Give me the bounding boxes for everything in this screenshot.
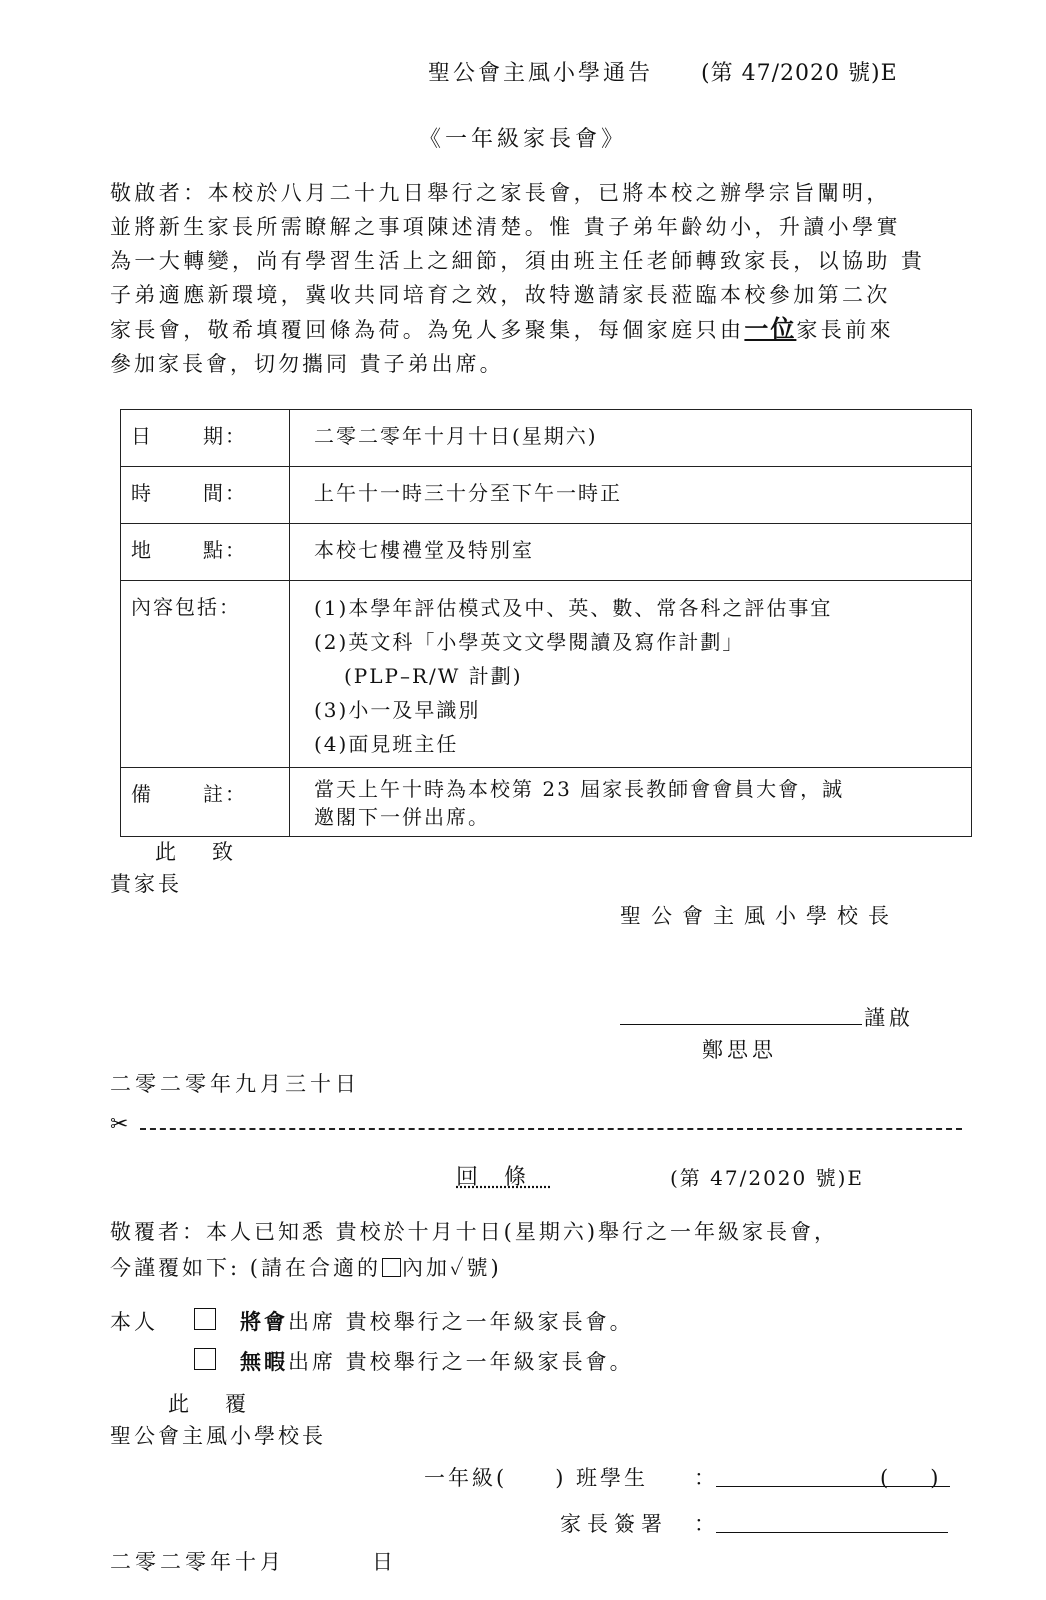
checkmark-icon: ✓: [449, 1256, 467, 1280]
time-value: 上午十一時三十分至下午一時正: [290, 467, 972, 524]
colon: ：: [694, 1466, 715, 1490]
meeting-details-table: [120, 409, 972, 837]
table-row: [121, 768, 972, 837]
content-item: (2)英文科「小學英文文學閱讀及寫作計劃」: [314, 630, 745, 654]
reply-closing: 此覆: [168, 1392, 282, 1416]
body-line5-before: 家長會，敬希填覆回條為荷。為免人多聚集，每個家庭只由: [110, 318, 745, 342]
dashed-divider: [140, 1128, 962, 1130]
date-label: 日 期：: [121, 410, 290, 467]
reply-ack-line: 敬覆者：本人已知悉 貴校於十月十日(星期六)舉行之一年級家長會，: [110, 1220, 839, 1244]
one-parent-emphasis: 一位: [744, 314, 797, 343]
body-line5-after: 家長前來: [796, 318, 895, 342]
respectfully-text: 謹啟: [864, 1006, 914, 1030]
body-line: 敬啟者：本校於八月二十九日舉行之家長會，已將本校之辦學宗旨闡明，: [110, 181, 891, 205]
closing-recipient: 貴家長: [110, 872, 182, 896]
table-row: [121, 524, 972, 581]
date-value: 二零二零年十月十日(星期六): [290, 410, 972, 467]
notice-date: 二零二零年九月三十日: [110, 1072, 360, 1096]
remarks-line: 邀閣下一併出席。: [314, 805, 490, 829]
notice-number: (第 47/2020 號)E: [701, 61, 898, 86]
venue-value: 本校七樓禮堂及特別室: [290, 524, 972, 581]
table-row: [121, 581, 972, 768]
reply-slip-title: 回條: [456, 1165, 553, 1190]
content-item: (1)本學年評估模式及中、英、數、常各科之評估事宜: [314, 596, 833, 620]
attend-checkbox[interactable]: [194, 1308, 216, 1330]
closing-salutation: 此致: [155, 840, 269, 864]
body-line: 子弟適應新環境，冀收共同培育之效，故特邀請家長蒞臨本校參加第二次: [110, 283, 891, 307]
student-number-field[interactable]: ( ): [880, 1466, 939, 1490]
attend-option: 將會出席 貴校舉行之一年級家長會。: [240, 1309, 634, 1334]
content-label: 內容包括：: [121, 581, 290, 768]
parent-signature-field[interactable]: [716, 1532, 948, 1533]
signature-line: [620, 1024, 862, 1025]
content-item: (PLP–R/W 計劃): [344, 664, 523, 688]
body-line: 並將新生家長所需瞭解之事項陳述清楚。惟 貴子弟年齡幼小，升讀小學實: [110, 215, 901, 239]
reply-self-label: 本人: [110, 1310, 158, 1334]
table-row: [121, 467, 972, 524]
cut-line: [110, 1116, 962, 1140]
body-line: [110, 312, 970, 347]
body-line: 為一大轉變，尚有學習生活上之細節，須由班主任老師轉致家長，以協助 貴: [110, 249, 926, 273]
remarks-label: 備 註：: [121, 768, 290, 837]
principal-title: 聖公會主風小學校長: [620, 904, 899, 928]
absent-option: 無暇出席 貴校舉行之一年級家長會。: [240, 1349, 634, 1374]
signer-name: 鄭思思: [702, 1038, 777, 1062]
absent-checkbox[interactable]: [194, 1348, 216, 1370]
content-item: (4)面見班主任: [314, 732, 459, 756]
page-title: 《一年級家長會》: [418, 127, 627, 152]
scissors-icon: ✂: [110, 1116, 129, 1137]
reply-instruction-line: 今謹覆如下: (請在合適的 內加✓號): [110, 1256, 502, 1280]
class-student-label: 一年級( ) 班學生: [424, 1466, 649, 1490]
reply-date: 二零二零年十月: [110, 1550, 285, 1574]
notice-body: [110, 176, 970, 381]
body-line: 參加家長會，切勿攜同 貴子弟出席。: [110, 352, 504, 376]
school-notice-title: 聖公會主風小學通告: [428, 61, 654, 86]
reply-recipient: 聖公會主風小學校長: [110, 1424, 326, 1448]
content-value: [290, 581, 972, 768]
remarks-line: 當天上午十時為本校第 23 屆家長教師會會員大會，誠: [314, 777, 845, 801]
notice-header: [428, 56, 898, 87]
colon: ：: [694, 1512, 715, 1536]
reply-notice-number: (第 47/2020 號)E: [670, 1166, 865, 1190]
reply-date-day: 日: [372, 1550, 393, 1574]
table-row: [121, 410, 972, 467]
time-label: 時 間：: [121, 467, 290, 524]
venue-label: 地 點：: [121, 524, 290, 581]
remarks-value: [290, 768, 972, 837]
content-item: (3)小一及早識別: [314, 698, 481, 722]
parent-signature-label: 家長簽署: [560, 1512, 668, 1536]
box-icon: [382, 1258, 401, 1277]
